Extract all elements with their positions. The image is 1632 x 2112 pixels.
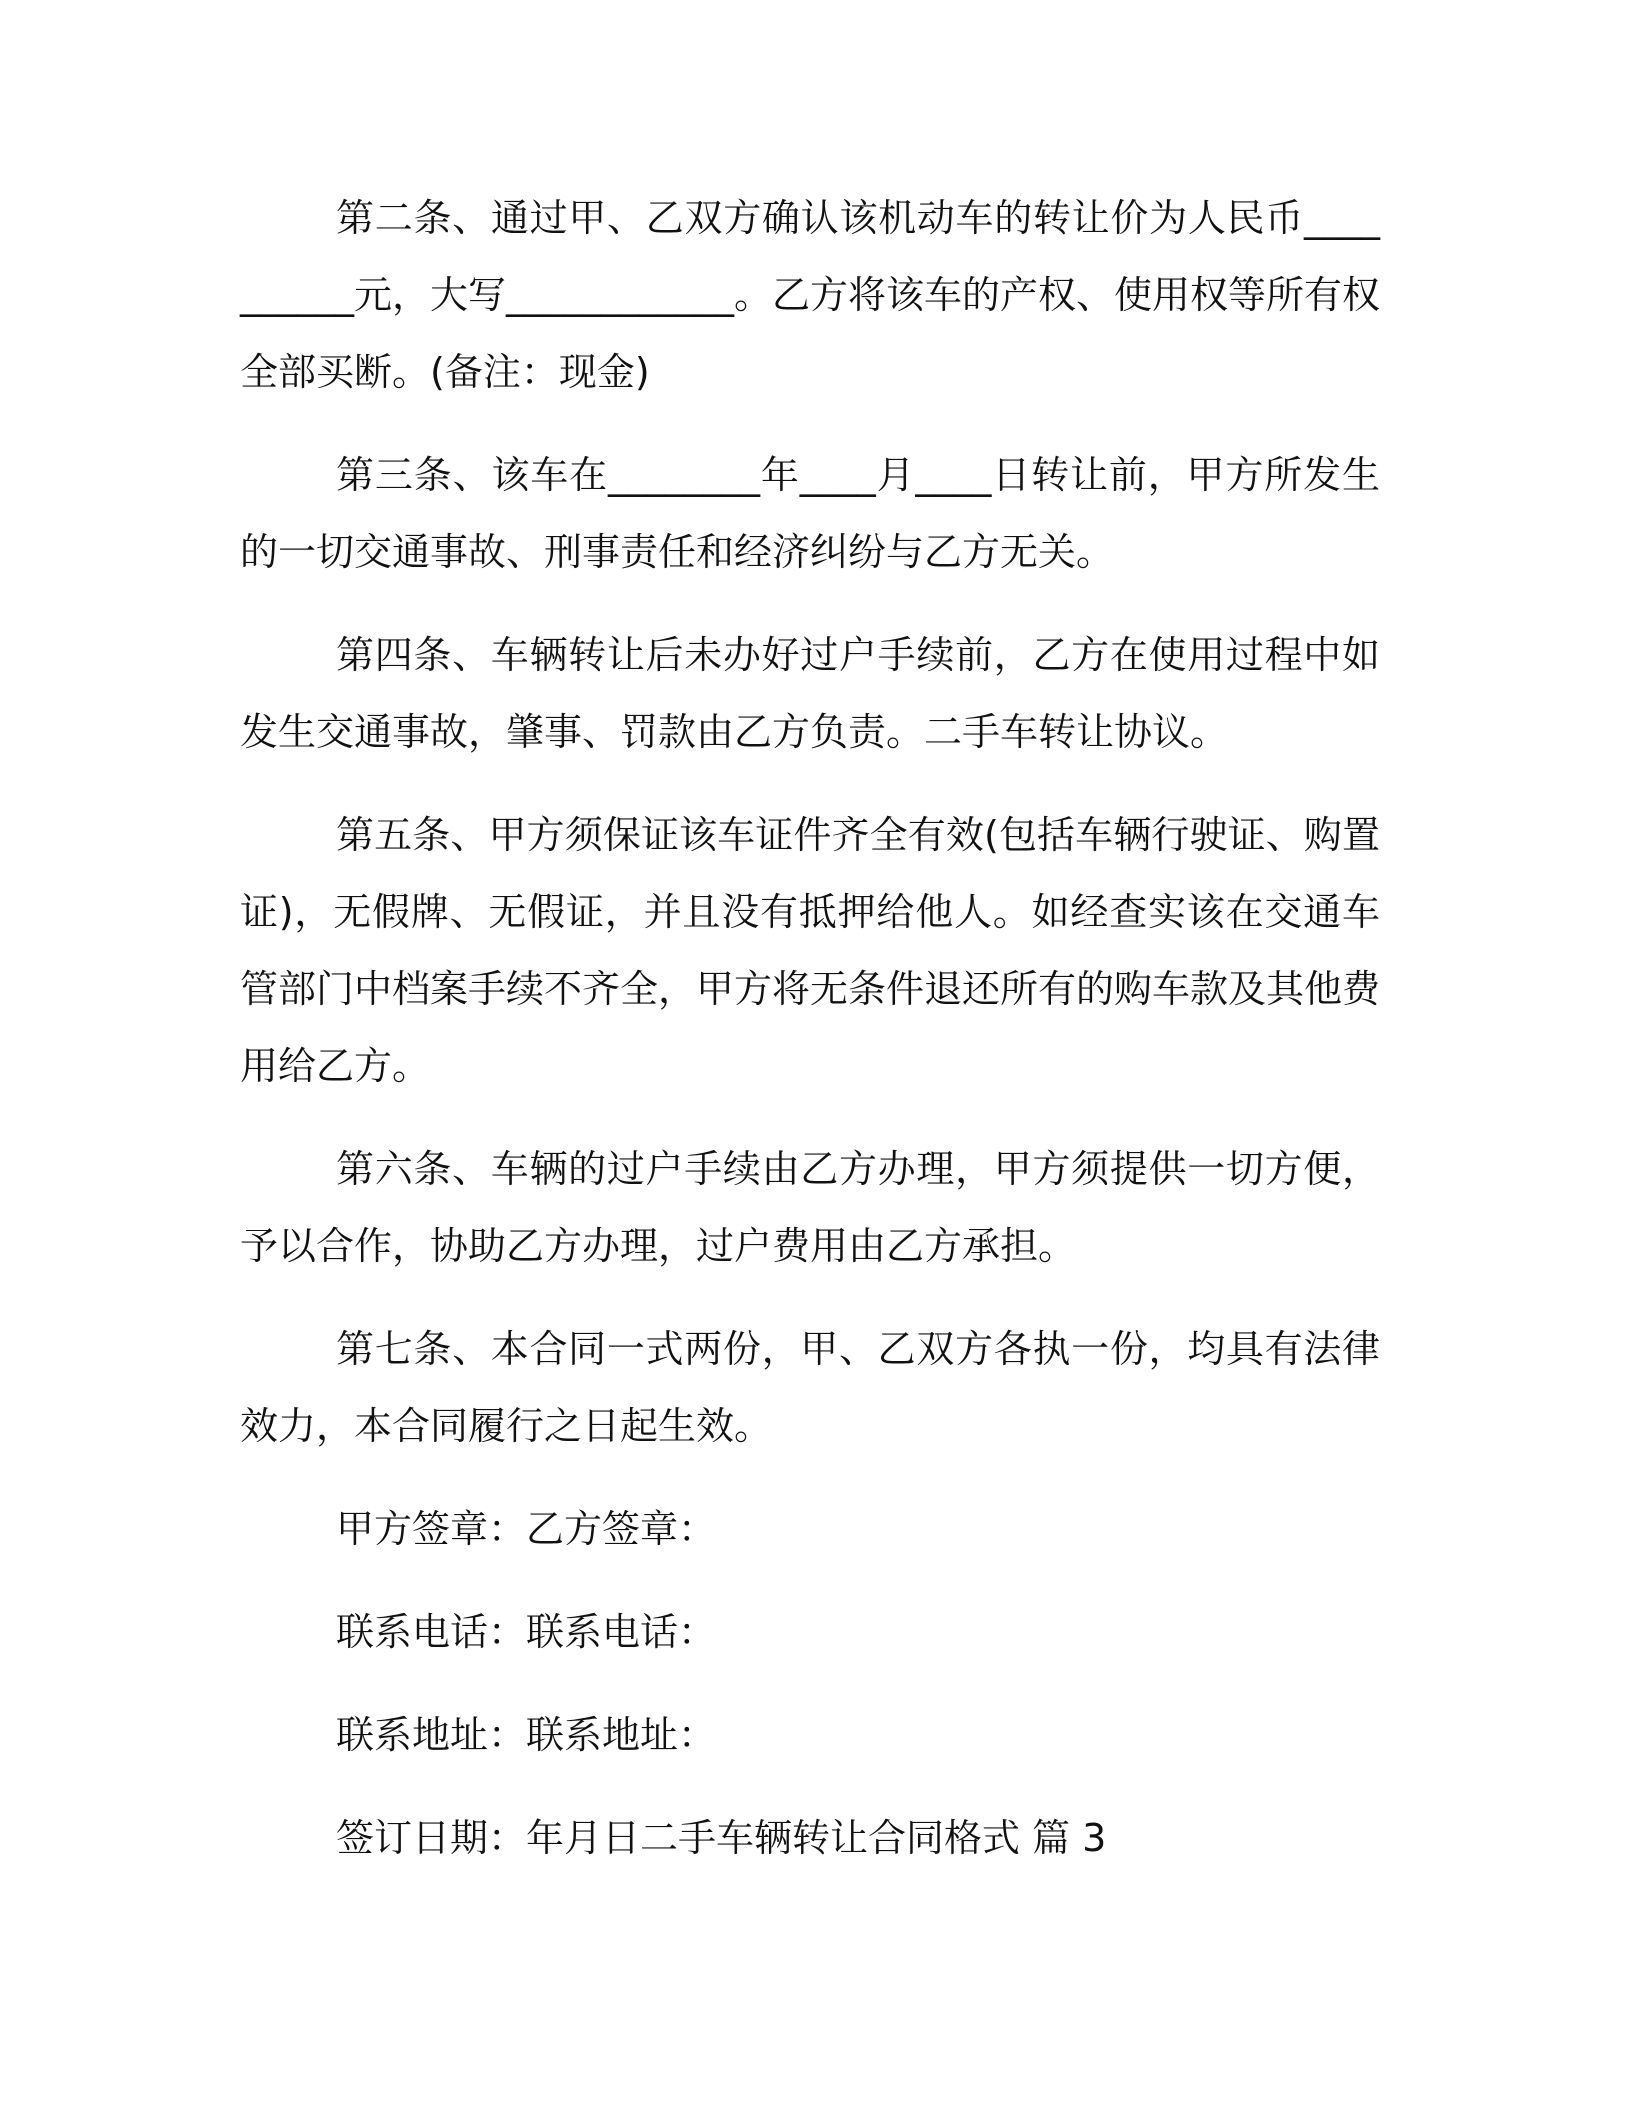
signing-date-line: 签订日期：年月日二手车辆转让合同格式 篇 3 [336,1816,1107,1860]
clause-5: 第五条、甲方须保证该车证件齐全有效(包括车辆行驶证、购置证)，无假牌、无假证，并且没有抵押给他人。如经查实该在交通车管部门中档案手续不齐全，甲方将无条件退还所有的购车款及其他费用给乙方。 [240,813,1381,1088]
clause-6: 第六条、车辆的过户手续由乙方办理，甲方须提供一切方便，予以合作，协助乙方办理，过户费用由乙方承担。 [240,1147,1380,1268]
phone-line: 联系电话：联系电话： [336,1610,717,1654]
signature-line: 甲方签章：乙方签章： [336,1507,717,1551]
clause-3: 第三条、该车在________年____月____日转让前，甲方所发生的一切交通事故、刑事责任和经济纠纷与乙方无关。 [240,453,1380,574]
contract-body [240,180,1380,1903]
address-line: 联系地址：联系地址： [336,1713,717,1757]
clause-4: 第四条、车辆转让后未办好过户手续前，乙方在使用过程中如发生交通事故，肇事、罚款由乙方负责。二手车转让协议。 [240,633,1380,754]
clause-2: 第二条、通过甲、乙双方确认该机动车的转让价为人民币__________元，大写____________。乙方将该车的产权、使用权等所有权全部买断。(备注：现金) [240,196,1381,394]
clause-7: 第七条、本合同一式两份，甲、乙双方各执一份，均具有法律效力，本合同履行之日起生效。 [240,1327,1380,1448]
